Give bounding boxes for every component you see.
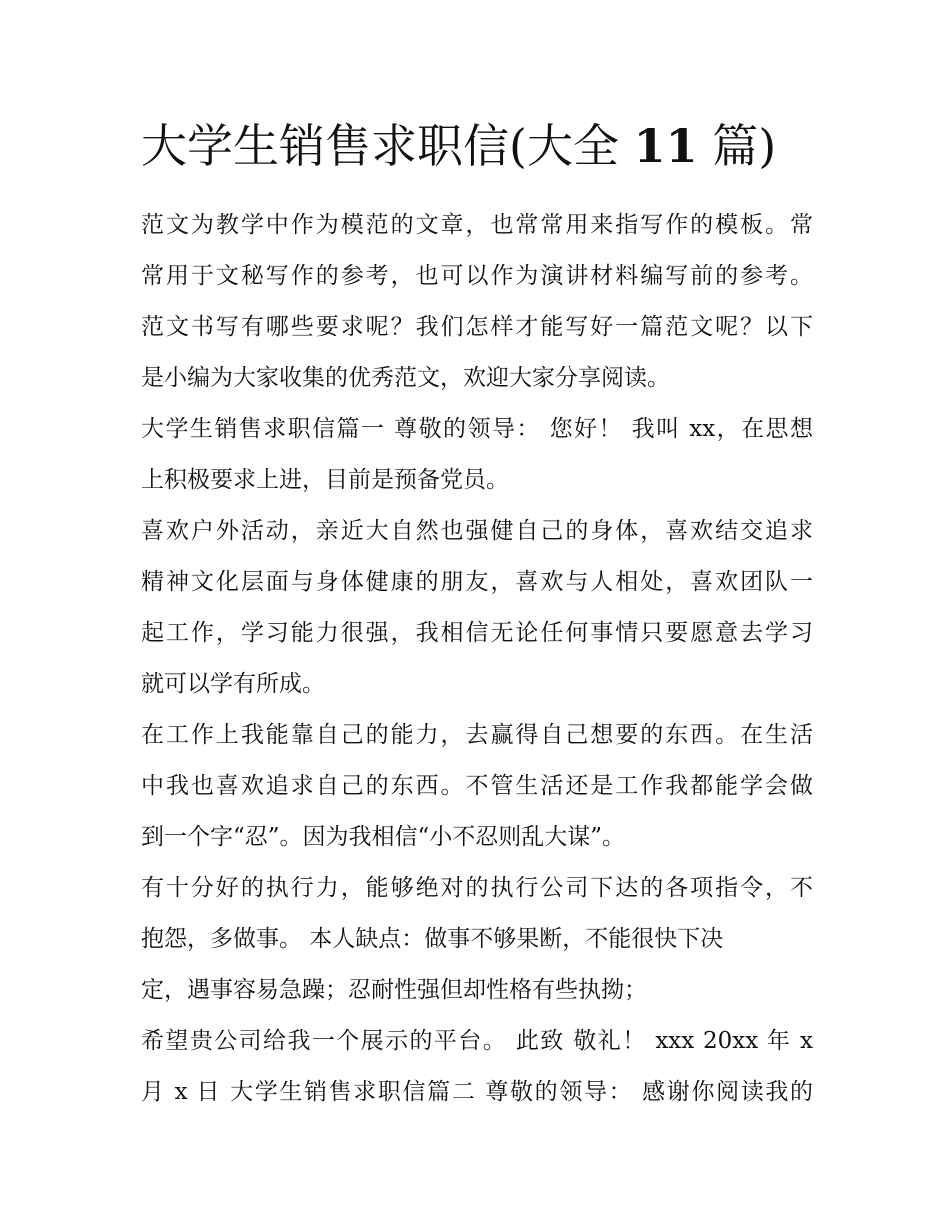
text-line: 是小编为大家收集的优秀范文，欢迎大家分享阅读。 — [141, 365, 670, 391]
text-line: 在工作上我能靠自己的能力，去赢得自己想要的东西。在生活 — [141, 722, 813, 748]
document-title — [141, 112, 841, 180]
text-line: 就可以学有所成。 — [141, 671, 325, 697]
text-line: 起工作，学习能力很强，我相信无论任何事情只要愿意去学习 — [141, 620, 813, 646]
text-line: 希望贵公司给我一个展示的平台。 此致 敬礼！ xxx 20xx 年 x — [141, 1028, 813, 1054]
text-line: 范文书写有哪些要求呢？我们怎样才能写好一篇范文呢？以下 — [141, 314, 813, 340]
text-line: 中我也喜欢追求自己的东西。不管生活还是工作我都能学会做 — [141, 773, 813, 799]
title-suffix: 篇) — [712, 119, 777, 173]
title-number: 11 — [633, 119, 698, 173]
document-body — [141, 200, 813, 1118]
text-line: 大学生销售求职信篇一 尊敬的领导： 您好！ 我叫 xx，在思想 — [141, 416, 813, 442]
text-line: 抱怨，多做事。 本人缺点：做事不够果断，不能很快下决 — [141, 926, 724, 952]
text-line: 月 x 日 大学生销售求职信篇二 尊敬的领导： 感谢你阅读我的 — [141, 1079, 813, 1105]
text-line: 常用于文秘写作的参考，也可以作为演讲材料编写前的参考。 — [141, 263, 813, 289]
text-line: 到一个字“忍”。因为我相信“小不忍则乱大谋”。 — [141, 824, 626, 850]
text-line: 有十分好的执行力，能够绝对的执行公司下达的各项指令，不 — [141, 875, 813, 901]
title-main: 大学生销售求职信(大全 — [141, 119, 619, 173]
text-line: 定，遇事容易急躁；忍耐性强但却性格有些执拗； — [141, 977, 647, 1003]
text-line: 上积极要求上进，目前是预备党员。 — [141, 467, 509, 493]
text-line: 范文为教学中作为模范的文章，也常常用来指写作的模板。常 — [141, 212, 813, 238]
text-line: 精神文化层面与身体健康的朋友，喜欢与人相处，喜欢团队一 — [141, 569, 813, 595]
text-line: 喜欢户外活动，亲近大自然也强健自己的身体，喜欢结交追求 — [141, 518, 813, 544]
